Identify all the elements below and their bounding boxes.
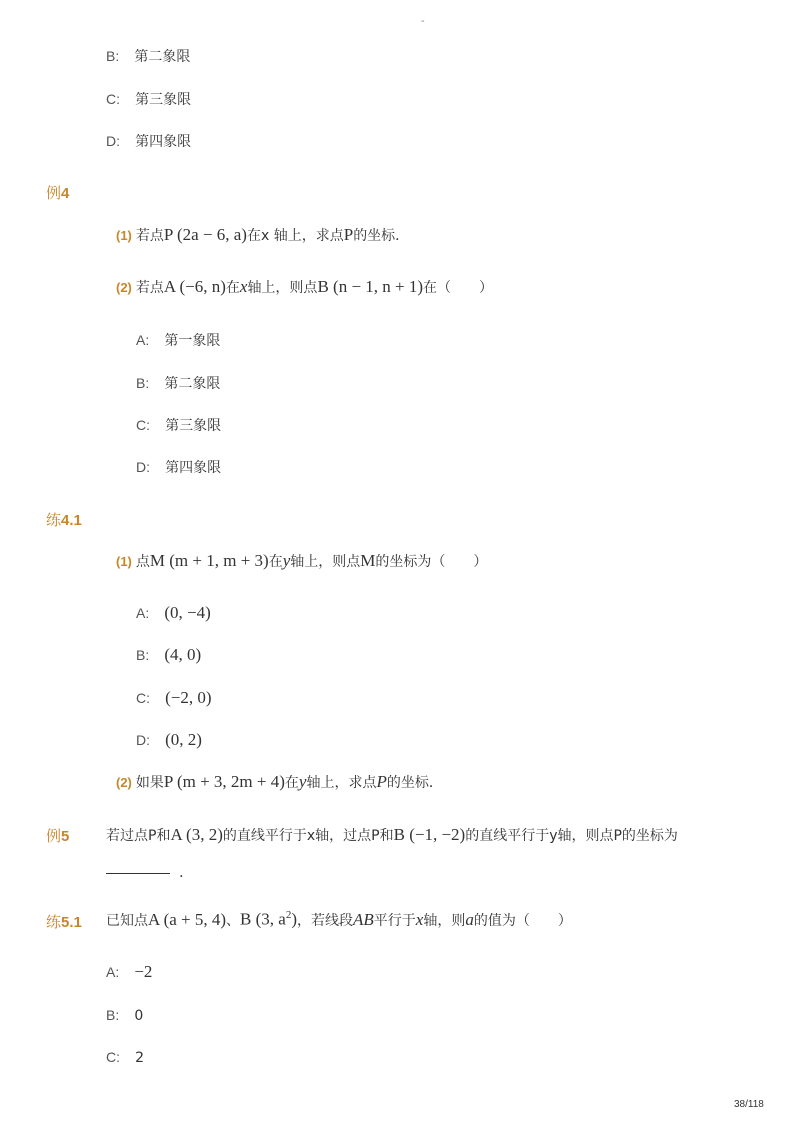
- option-b: [106, 46, 190, 66]
- math-expression: P: [343, 225, 354, 244]
- math-expression: P (m + 3, 2m + 4): [163, 772, 285, 791]
- option-a: A: (0, −4): [136, 603, 211, 622]
- example-5-label: 例5: [46, 827, 70, 845]
- option-d: D: (0, 2): [136, 730, 202, 749]
- option-b: B: 0: [106, 1007, 144, 1024]
- question-number: (1): [116, 228, 132, 243]
- option-a: A: −2: [106, 962, 153, 981]
- math-expression: AB: [353, 909, 374, 929]
- practice-5-1-question: 已知点 A (a + 5, 4) 、 B (3, $a^2$) ，若线段 AB 平行于 x 轴，则 a 的值为（ ）: [106, 909, 572, 929]
- option-c: C: 第三象限: [136, 417, 222, 434]
- practice-5-1-label: 练5.1: [46, 913, 82, 931]
- option-d: [106, 131, 191, 151]
- example-4-question-1: (1) 若点 P (2a − 6, a) 在x 轴上，求点 P 的坐标．: [116, 225, 410, 244]
- option-c: [106, 89, 191, 109]
- example-5-answer-line: ．: [106, 862, 193, 882]
- math-expression: x: [415, 909, 424, 929]
- math-expression: A (a + 5, 4): [148, 909, 227, 929]
- page-number: 38/118: [734, 1099, 764, 1110]
- math-expression: M (m + 1, m + 3): [149, 551, 269, 570]
- option-text: 第三象限: [135, 92, 192, 108]
- math-expression: M: [360, 551, 376, 570]
- math-expression: B (−1, −2): [393, 825, 466, 844]
- question-number: (2): [116, 280, 132, 295]
- example-4-label: 例4: [46, 184, 70, 202]
- option-letter: C:: [106, 91, 120, 107]
- math-expression: B (n − 1, n + 1): [317, 277, 424, 296]
- math-expression: x: [239, 277, 248, 296]
- answer-blank: [106, 872, 170, 874]
- option-letter: B:: [106, 48, 120, 64]
- option-a: A: 第一象限: [136, 332, 221, 349]
- math-expression: A (−6, n): [163, 277, 226, 296]
- example-5-question: 若过点P和 A (3, 2) 的直线平行于x轴，过点P和 B (−1, −2) 的直线平行于y轴，则点P的坐标为: [106, 825, 678, 844]
- math-expression: P (2a − 6, a): [163, 225, 247, 244]
- example-4-question-2: (2) 若点 A (−6, n) 在 x 轴上，则点 B (n − 1, n + 1) 在（ ）: [116, 277, 494, 296]
- option-c: C: 2: [106, 1049, 145, 1066]
- option-b: B: 第二象限: [136, 375, 221, 392]
- math-expression: a: [465, 909, 474, 929]
- option-text: 第二象限: [134, 49, 191, 65]
- math-expression: A (3, 2): [170, 825, 223, 844]
- option-c: C: (−2, 0): [136, 688, 212, 707]
- practice-4-1-label: 练4.1: [46, 511, 82, 529]
- option-letter: D:: [106, 133, 120, 149]
- math-expression: y: [298, 772, 307, 791]
- option-b: B: (4, 0): [136, 645, 202, 664]
- math-expression: y: [282, 551, 291, 570]
- practice-4-1-question-1: (1) 点 M (m + 1, m + 3) 在 y 轴上，则点 M 的坐标为（ ）: [116, 551, 488, 570]
- practice-4-1-question-2: (2) 如果 P (m + 3, 2m + 4) 在 y 轴上，求点 P 的坐标．: [116, 772, 443, 791]
- question-number: (1): [116, 554, 132, 569]
- header-mark: -: [421, 16, 425, 27]
- math-expression: B (3, $a^2$): [240, 909, 298, 929]
- option-text: 第四象限: [135, 134, 192, 150]
- math-expression: P: [376, 772, 387, 791]
- question-number: (2): [116, 775, 132, 790]
- option-d: D: 第四象限: [136, 459, 222, 476]
